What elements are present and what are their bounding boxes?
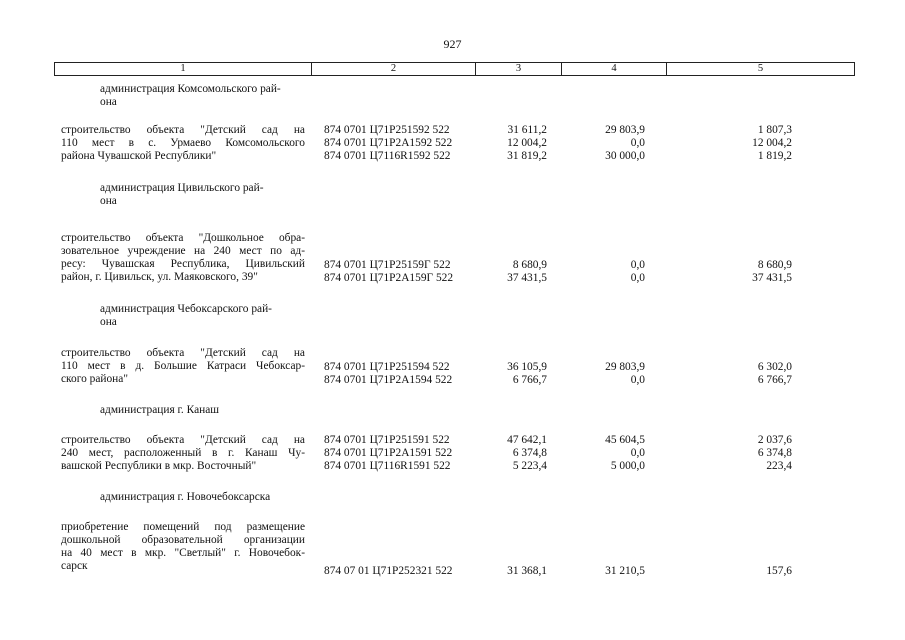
col3-values: 47 642,1 6 374,8 5 223,4 (507, 434, 547, 472)
col4-values: 0,0 0,0 (630, 259, 645, 284)
org-heading: администрация г. Канаш (100, 404, 220, 416)
org-heading: администрация Цивильского рай- она (100, 182, 264, 207)
budget-codes: 874 0701 Ц71Р251592 522 874 0701 Ц71Р2А1592 522 874 0701 Ц7116R1592 522 (324, 124, 453, 162)
col5-values: 157,6 (766, 565, 792, 577)
org-heading: администрация Чебоксарского рай- она (100, 303, 272, 328)
item-description: строительство объекта "Детский сад на 110 мест в с. Урмаево Комсомольского района Чувашской Республики" (61, 124, 305, 162)
column-header-5: 5 (757, 63, 764, 74)
col4-values: 45 604,5 0,0 5 000,0 (605, 434, 645, 472)
col5-values: 2 037,6 6 374,8 223,4 (757, 434, 792, 472)
item-description: строительство объекта "Дошкольное обра- зовательное учреждение на 240 мест по ад- ресу: Чувашская Республика, Цивильский район, г. Цивильск, ул. Маяковского, 39" (61, 232, 305, 283)
col4-values: 29 803,9 0,0 (605, 361, 645, 386)
col5-values: 6 302,0 6 766,7 (757, 361, 792, 386)
budget-codes: 874 0701 Ц71Р25159Г 522 874 0701 Ц71Р2А159Г 522 (324, 259, 454, 284)
col5-values: 8 680,9 37 431,5 (752, 259, 792, 284)
col5-values: 1 807,3 12 004,2 1 819,2 (752, 124, 792, 162)
col3-values: 8 680,9 37 431,5 (507, 259, 547, 284)
org-heading: администрация Комсомольского рай- она (100, 83, 281, 108)
column-header-1: 1 (55, 63, 312, 75)
budget-codes: 874 0701 Ц71Р251591 522 874 0701 Ц71Р2А1591 522 874 0701 Ц7116R1591 522 (324, 434, 453, 472)
col4-values: 29 803,9 0,0 30 000,0 (605, 124, 645, 162)
col3-values: 31 368,1 (507, 565, 547, 577)
item-description: приобретение помещений под размещение дошкольной образовательной организации на 40 мест в мкр. "Светлый" г. Новочебок- сарск (61, 521, 305, 572)
column-header-4: 4 (562, 63, 667, 75)
column-header-2: 2 (312, 63, 476, 75)
page-number: 927 (443, 37, 462, 51)
column-header-3: 3 (476, 63, 562, 75)
org-heading: администрация г. Новочебоксарска (100, 491, 271, 503)
table-header-row (54, 62, 855, 76)
budget-codes: 874 07 01 Ц71Р252321 522 (324, 565, 453, 577)
item-description: строительство объекта "Детский сад на 110 мест в д. Большие Катраси Чебоксар- ского района" (61, 347, 305, 385)
col3-values: 31 611,2 12 004,2 31 819,2 (507, 124, 547, 162)
item-description: строительство объекта "Детский сад на 240 мест, расположенный в г. Канаш Чу- вашской Республики в мкр. Восточный" (61, 434, 305, 472)
col3-values: 36 105,9 6 766,7 (507, 361, 547, 386)
budget-codes: 874 0701 Ц71Р251594 522 874 0701 Ц71Р2А1594 522 (324, 361, 453, 386)
col4-values: 31 210,5 (605, 565, 645, 577)
